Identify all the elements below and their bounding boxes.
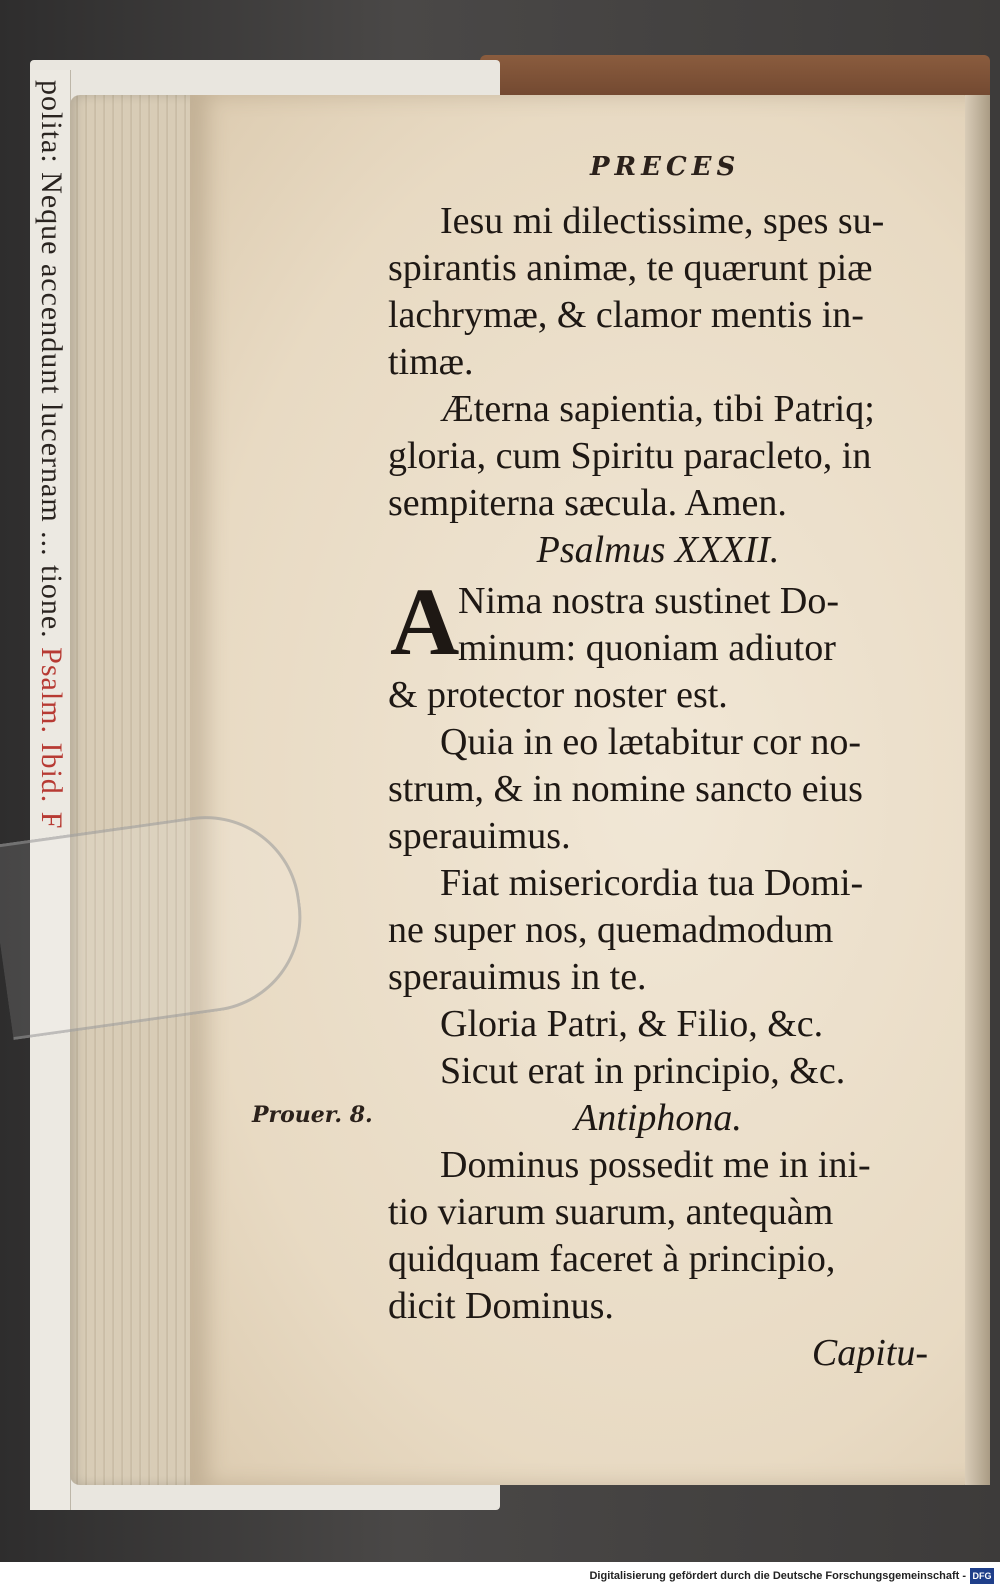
text-line: Quia in eo lætabitur cor no- bbox=[440, 721, 862, 763]
text-line: dicit Dominus. bbox=[388, 1285, 614, 1327]
spine-text bbox=[32, 80, 68, 1500]
text-line: Gloria Patri, & Filio, &c. bbox=[440, 1003, 824, 1045]
page-right-edge bbox=[965, 95, 990, 1485]
page-text bbox=[388, 198, 928, 1377]
text-line: sperauimus. bbox=[388, 815, 571, 857]
dfg-logo: DFG bbox=[970, 1568, 994, 1584]
text-line: gloria, cum Spiritu paracleto, in bbox=[388, 435, 872, 477]
page-edges bbox=[70, 95, 210, 1485]
text-line: quidquam faceret à principio, bbox=[388, 1238, 836, 1280]
drop-cap: A bbox=[390, 568, 460, 675]
spine-text-black: polita: Neque accendunt lucernam ... tione. bbox=[35, 80, 68, 639]
text-line: sempiterna sæcula. Amen. bbox=[388, 482, 787, 524]
spine-waste-paper bbox=[30, 70, 71, 1510]
text-line: minum: quoniam adiutor bbox=[458, 627, 836, 669]
catchword: Capitu- bbox=[811, 1332, 928, 1374]
text-line: Dominus possedit me in ini- bbox=[440, 1144, 871, 1186]
text-line: Æterna sapientia, tibi Patriq; bbox=[440, 388, 875, 430]
text-line: Nima nostra sustinet Do- bbox=[458, 580, 840, 622]
margin-note: Prouer. 8. bbox=[252, 1102, 373, 1128]
text-line: timæ. bbox=[388, 341, 474, 383]
text-line: Sicut erat in principio, &c. bbox=[440, 1050, 846, 1092]
footer-credit: Digitalisierung gefördert durch die Deutsche Forschungsgemeinschaft - bbox=[589, 1570, 966, 1582]
text-line: strum, & in nomine sancto eius bbox=[388, 768, 863, 810]
spine-text-red: Psalm. Ibid. F bbox=[35, 647, 68, 830]
text-line: sperauimus in te. bbox=[388, 956, 647, 998]
text-line: spirantis animæ, te quærunt piæ bbox=[388, 247, 873, 289]
psalm-title: Psalmus XXXII. bbox=[536, 529, 780, 571]
text-line: Iesu mi dilectissime, spes su- bbox=[440, 200, 885, 242]
text-line: Fiat misericordia tua Domi- bbox=[440, 862, 864, 904]
antiphon-title: Antiphona. bbox=[574, 1097, 742, 1139]
text-line: lachrymæ, & clamor mentis in- bbox=[388, 294, 864, 336]
text-line: ne super nos, quemadmodum bbox=[388, 909, 834, 951]
running-head: PRECES bbox=[590, 152, 741, 182]
text-line: & protector noster est. bbox=[388, 674, 728, 716]
psalm-opening bbox=[388, 568, 928, 675]
text-line: tio viarum suarum, antequàm bbox=[388, 1191, 834, 1233]
